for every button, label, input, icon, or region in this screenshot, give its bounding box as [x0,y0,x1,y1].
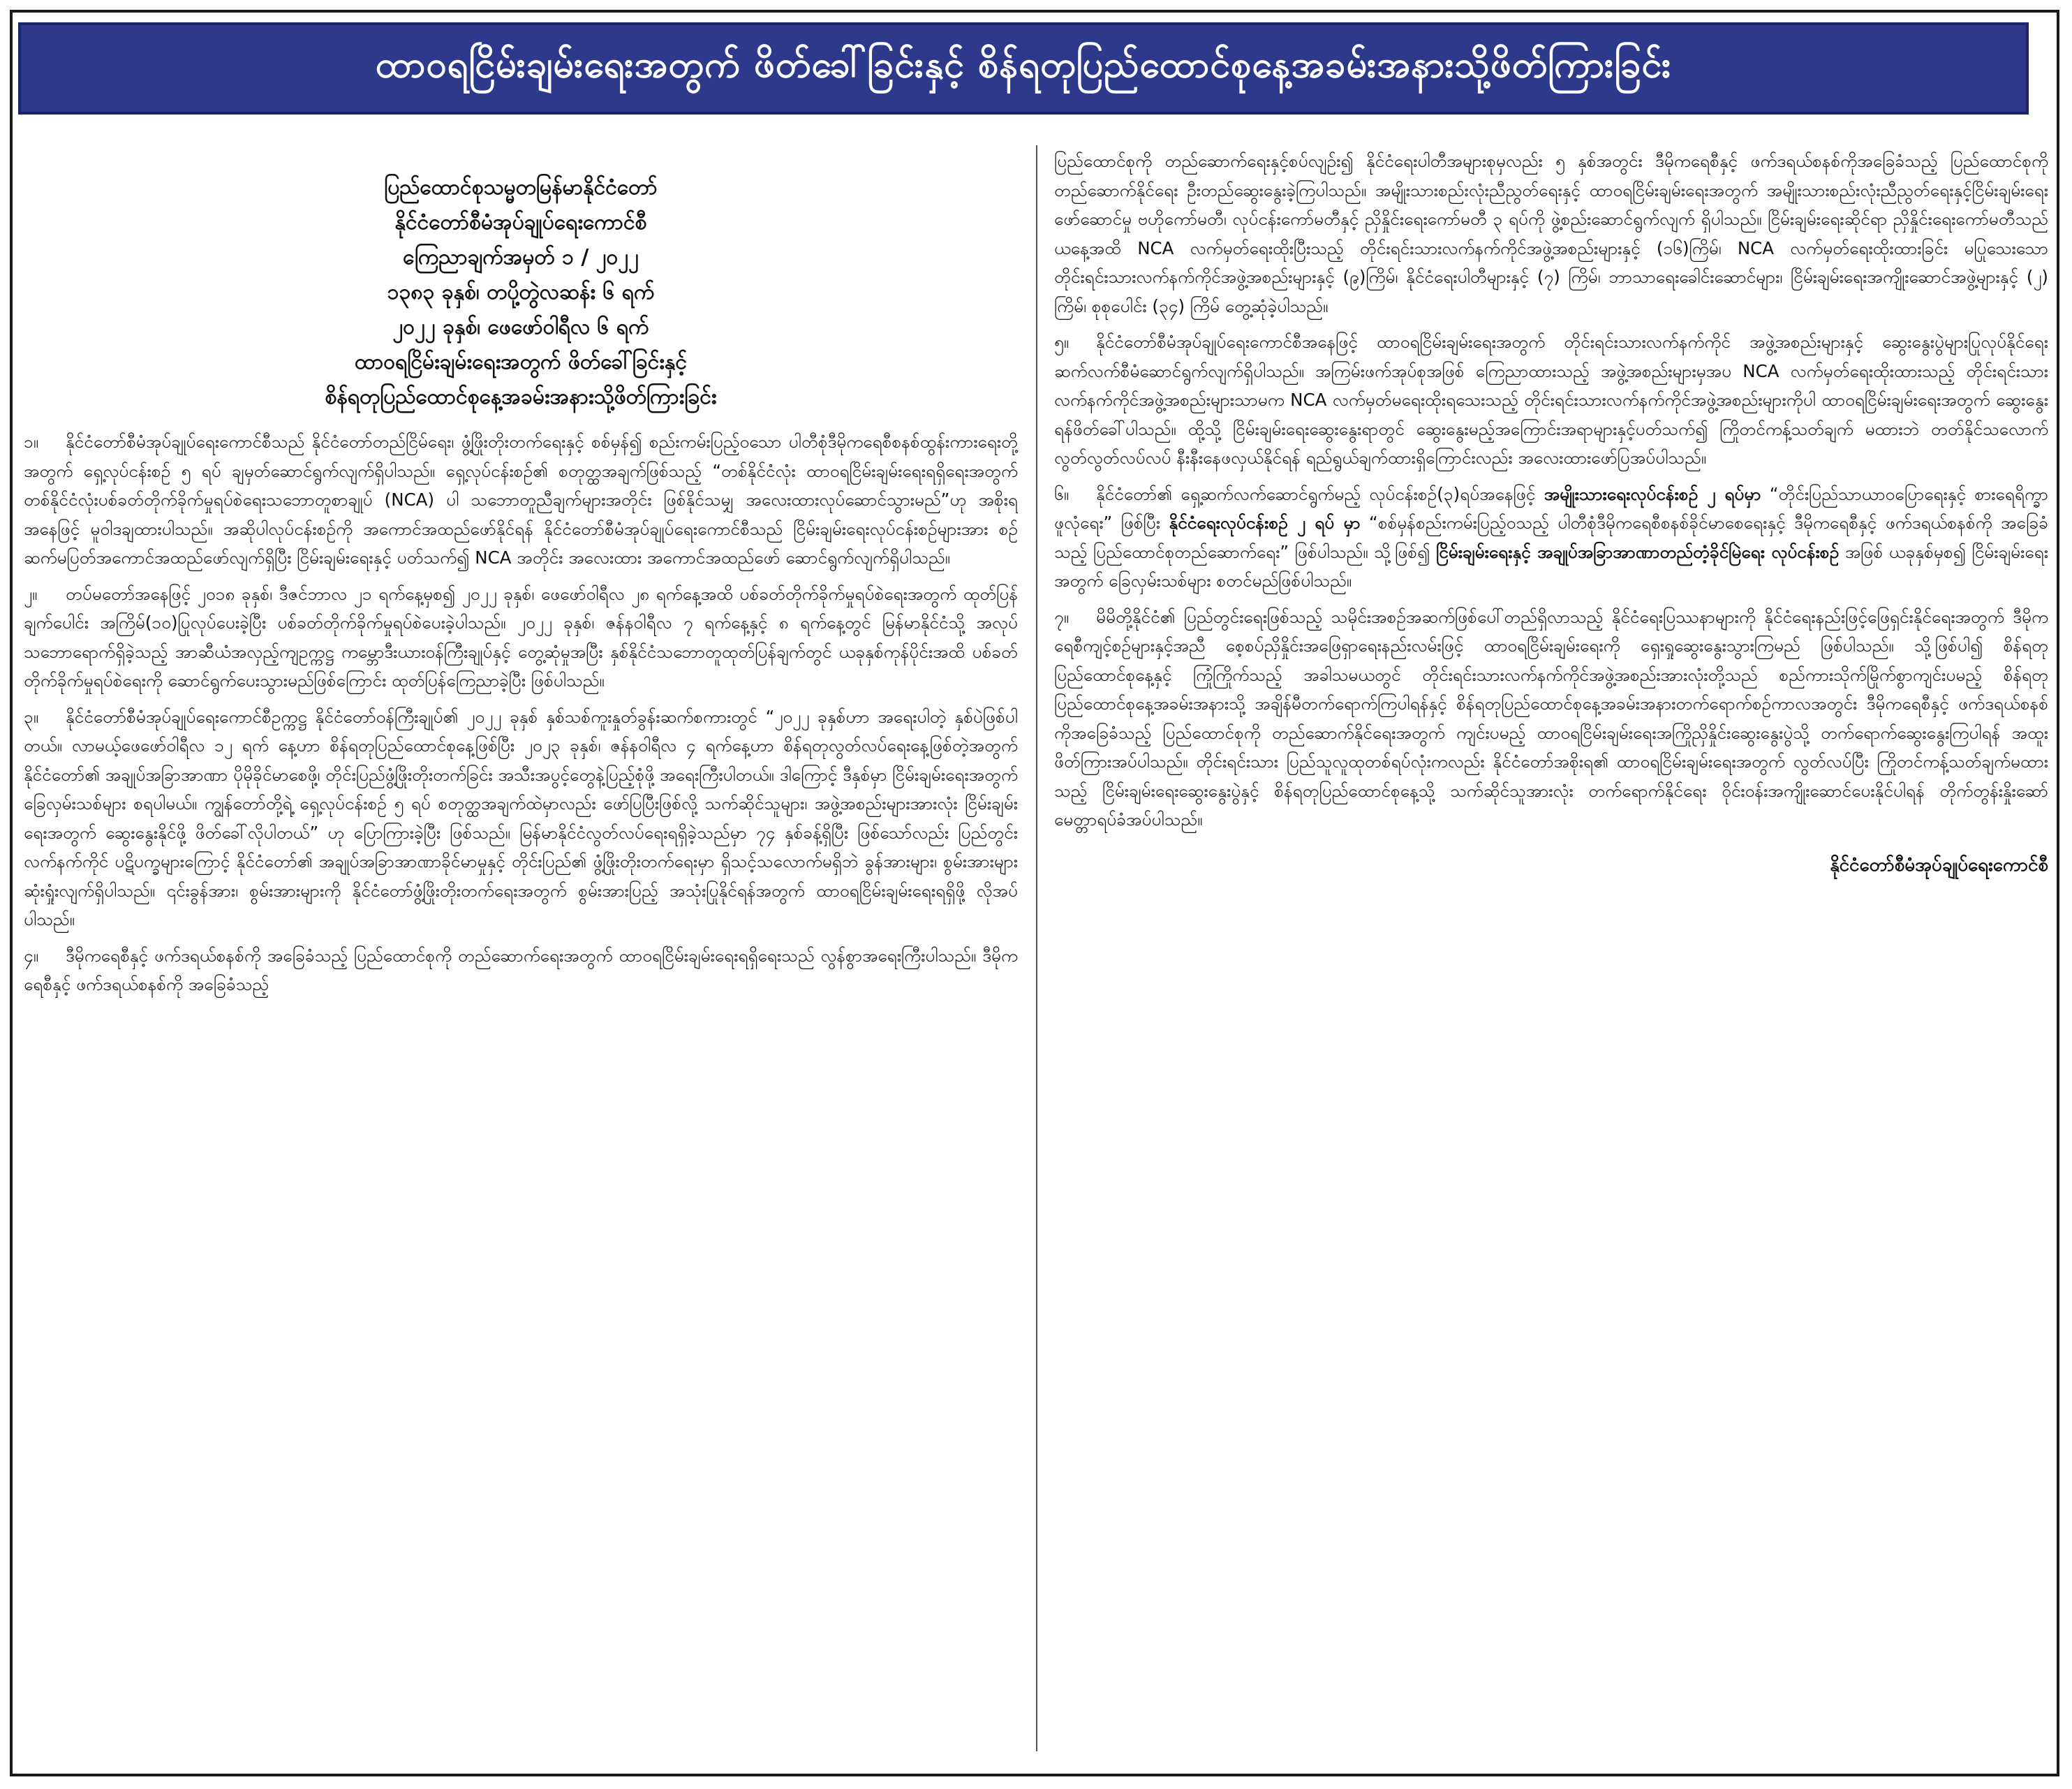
paragraph-number: ၁။ [24,432,39,452]
paragraph-text: တပ်မတော်အနေဖြင့် ၂၀၁၈ ခုနှစ်၊ ဒီဇင်ဘာလ ၂၁ ရက်နေ့မှစ၍ ၂၀၂၂ ခုနှစ်၊ ဖေဖော်ဝါရီလ ၂၈ ရက်နေ့အထိ ပစ်ခတ်တိုက်ခိုက်မှုရပ်စဲရေးအတွက် ထုတ်ပြန်ချက်ပေါင်း အကြိမ်(၁၀)ပြုလုပ်ပေးခဲ့ပြီး ပစ်ခတ်တိုက်ခိုက်မှုရပ်စဲပေးခဲ့ပါသည်။ ၂၀၂၂ ခုနှစ်၊ ဇန်နဝါရီလ ၇ ရက်နေ့နှင့် ၈ ရက်နေ့တွင် မြန်မာနိုင်ငံသို့ အလုပ်သဘောရောက်ရှိခဲ့သည့် အာဆီယံအလှည့်ကျဥက္ကဋ္ဌ ကမ္ဘောဒီးယားဝန်ကြီးချုပ်နှင့် တွေ့ဆုံမှုအပြီး နှစ်နိုင်ငံသဘောတူထုတ်ပြန်ချက်တွင် ယခုနှစ်ကုန်ပိုင်းအထိ ပစ်ခတ်တိုက်ခိုက်မှုရပ်စဲရေးကို ဆောင်ရွက်ပေးသွားမည်ဖြစ်ကြောင်း ထုတ်ပြန်ကြေညာခဲ့ပြီး ဖြစ်ပါသည်။ [24,583,1018,691]
paragraph-number: ၂။ [24,583,38,604]
left-column [24,147,1018,1753]
paragraph-text: နိုင်ငံတော်စီမံအုပ်ချုပ်ရေးကောင်စီအနေဖြင့် ထာဝရငြိမ်းချမ်းရေးအတွက် တိုင်းရင်းသားလက်နက်ကိုင် အဖွဲ့အစည်းများနှင့် ဆွေးနွေးပွဲများပြုလုပ်နိုင်ရေး ဆက်လက်စီမံဆောင်ရွက်လျက်ရှိပါသည်။ အကြမ်းဖက်အုပ်စုအဖြစ် ကြေညာထားသည့် အဖွဲ့အစည်းများမှအပ NCA လက်မှတ်ရေးထိုးထားသည့် တိုင်းရင်းသား လက်နက်ကိုင်အဖွဲ့အစည်းများသာမက NCA လက်မှတ်မရေးထိုးရသေးသည့် တိုင်းရင်းသားလက်နက်ကိုင်အဖွဲ့အစည်းများကိုပါ ထာဝရငြိမ်းချမ်းရေးအတွက် ဆွေးနွေးရန်ဖိတ်ခေါ်ပါသည်။ ထို့သို့ ငြိမ်းချမ်းရေးဆွေးနွေးရာတွင် ဆွေးနွေးမည့်အကြောင်းအရာများနှင့်ပတ်သက်၍ ကြိုတင်ကန့်သတ်ချက် မထားဘဲ တတ်နိုင်သလောက် လွတ်လွတ်လပ်လပ် နီးနီးနေဖလှယ်နိုင်ရန် ရည်ရွယ်ချက်ထားရှိကြောင်းလည်း အလေးထားဖော်ပြအပ်ပါသည်။ [1054,332,2048,468]
paragraph-text-pre: နိုင်ငံတော်၏ ရှေ့ဆက်လက်ဆောင်ရွက်မည့် လုပ်ငန်းစဉ်(၃)ရပ်အနေဖြင့် [1096,483,1544,504]
paragraph-text: ဒီမိုကရေစီနှင့် ဖက်ဒရယ်စနစ်ကို အခြေခံသည့် ပြည်ထောင်စုကို တည်ဆောက်ရေးအတွက် ထာဝရငြိမ်းချမ်းရေးရရှိရေးသည် လွန်စွာအရေးကြီးပါသည်။ ဒီမိုကရေစီနှင့် ဖက်ဒရယ်စနစ်ကို အခြေခံသည့် [24,945,1018,994]
announcement-header [24,170,1018,415]
right-column [1054,147,2048,1753]
paragraph-number: ၄။ [24,945,39,966]
paragraph-5 [1054,327,2048,473]
paragraph-number: ၇။ [1054,606,1070,627]
header-subject-line1: ထာဝရငြိမ်းချမ်းရေးအတွက် ဖိတ်ခေါ်ခြင်းနှင့် [354,350,688,374]
paragraph-1 [24,427,1018,573]
paragraph-4-continuation: ပြည်ထောင်စုကို တည်ဆောက်ရေးနှင့်စပ်လျဉ်း၍ နိုင်ငံရေးပါတီအများစုမှလည်း ၅ နှစ်အတွင်း ဒီမိုကရေစီနှင့် ဖက်ဒရယ်စနစ်ကိုအခြေခံသည့် ပြည်ထောင်စုကို တည်ဆောက်နိုင်ရေး ဦးတည်ဆွေးနွေးခဲ့ကြပါသည်။ အမျိုးသားစည်းလုံးညီညွတ်ရေးနှင့် ထာဝရငြိမ်းချမ်းရေးအတွက် အမျိုးသားစည်းလုံးညီညွတ်ရေးနှင့်ငြိမ်းချမ်းရေးဖော်ဆောင်မှု ဗဟိုကော်မတီ၊ လုပ်ငန်းကော်မတီနှင့် ညှိနှိုင်းရေးကော်မတီ ၃ ရပ်ကို ဖွဲ့စည်းဆောင်ရွက်လျက် ရှိပါသည်။ ငြိမ်းချမ်းရေးဆိုင်ရာ ညှိနှိုင်းရေးကော်မတီသည် ယနေ့အထိ NCA လက်မှတ်ရေးထိုးပြီးသည့် တိုင်းရင်းသားလက်နက်ကိုင်အဖွဲ့အစည်းများနှင့် (၁၆)ကြိမ်၊ NCA လက်မှတ်ရေးထိုးထားခြင်း မပြုသေးသော တိုင်းရင်းသားလက်နက်ကိုင်အဖွဲ့အစည်းများနှင့် (၉)ကြိမ်၊ နိုင်ငံရေးပါတီများနှင့် (၇) ကြိမ်၊ ဘာသာရေးခေါင်းဆောင်များ၊ ငြိမ်းချမ်းရေးအကျိုးဆောင်အဖွဲ့များနှင့် (၂) ကြိမ်၊ စုစုပေါင်း (၃၄) ကြိမ် တွေ့ဆုံခဲ့ပါသည်။ [1054,151,2048,316]
signature: နိုင်ငံတော်စီမံအုပ်ချုပ်ရေးကောင်စီ [1830,854,2048,876]
emphasis-national-process: အမျိုးသားရေးလုပ်ငန်းစဉ် ၂ ရပ်မှာ [1544,483,1761,504]
header-myanmar-date: ၁၃၈၃ ခုနှစ်၊ တပို့တွဲလဆန်း ၆ ရက် [387,280,655,304]
paragraph-text: နိုင်ငံတော်စီမံအုပ်ချုပ်ရေးကောင်စီဥက္ကဋ္ဌ နိုင်ငံတော်ဝန်ကြီးချုပ်၏ ၂၀၂၂ ခုနှစ် နှစ်သစ်ကူးနှုတ်ခွန်းဆက်စကားတွင် “၂၀၂၂ ခုနှစ်ဟာ အရေးပါတဲ့ နှစ်ပဲဖြစ်ပါတယ်။ လာမယ့်ဖေဖော်ဝါရီလ ၁၂ ရက် နေ့ဟာ စိန်ရတုပြည်ထောင်စုနေ့ဖြစ်ပြီး ၂၀၂၃ ခုနှစ်၊ ဇန်နဝါရီလ ၄ ရက်နေ့ဟာ စိန်ရတုလွတ်လပ်ရေးနေ့ဖြစ်တဲ့အတွက် နိုင်ငံတော်၏ အချုပ်အခြာအာဏာ ပိုမိုခိုင်မာစေဖို့၊ တိုင်းပြည်ဖွံ့ဖြိုးတိုးတက်ခြင်း အသီးအပွင့်တွေနဲ့ပြည့်စုံဖို့ အရေးကြီးပါတယ်။ ဒါကြောင့် ဒီနှစ်မှာ ငြိမ်းချမ်းရေးအတွက် ခြေလှမ်းသစ်များ စရပါမယ်။ ကျွန်တော်တို့ရဲ့ ရှေ့လုပ်ငန်းစဉ် ၅ ရပ် စတုတ္ထအချက်ထဲမှာလည်း ဖော်ပြပြီးဖြစ်လို့ သက်ဆိုင်သူများ၊ အဖွဲ့အစည်းများအားလုံး ငြိမ်းချမ်းရေးအတွက် ဆွေးနွေးနိုင်ဖို့ ဖိတ်ခေါ်လိုပါတယ်” ဟု ပြောကြားခဲ့ပြီး ဖြစ်သည်။ မြန်မာနိုင်ငံလွတ်လပ်ရေးရရှိခဲ့သည်မှာ ၇၄ နှစ်ခန့်ရှိပြီး ဖြစ်သော်လည်း ပြည်တွင်းလက်နက်ကိုင် ပဋိပက္ခများကြောင့် နိုင်ငံတော်၏ အချုပ်အခြာအာဏာခိုင်မာမှုနှင့် တိုင်းပြည်၏ ဖွံ့ဖြိုးတိုးတက်ရေးမှာ ရှိသင့်သလောက်မရှိဘဲ ခွန်အားများ၊ စွမ်းအားများ ဆုံးရှုံးလျက်ရှိပါသည်။ ၎င်းခွန်အား၊ စွမ်းအားများကို နိုင်ငံတော်ဖွံ့ဖြိုးတိုးတက်ရေးအတွက် စွမ်းအားပြည့် အသုံးပြုနိုင်ရန်အတွက် ထာဝရငြိမ်းချမ်းရေးရရှိဖို့ လိုအပ်ပါသည်။ [24,706,1018,929]
header-gregorian-date: ၂၀၂၂ ခုနှစ်၊ ဖေဖော်ဝါရီလ ၆ ရက် [392,315,649,339]
header-country: ပြည်ထောင်စုသမ္မတမြန်မာနိုင်ငံတော် [384,175,658,200]
paragraph-4 [24,941,1018,999]
header-subject-line2: စိန်ရတုပြည်ထောင်စုနေ့အခမ်းအနားသို့ဖိတ်ကြားခြင်း [325,385,717,409]
emphasis-political-process: နိုင်ငံရေးလုပ်ငန်းစဉ် ၂ ရပ် မှာ [1169,513,1361,533]
paragraph-text-mid1: “တိုင်းပြည်သာယာဝပြောရေးနှင့် စားရေရိက္ခာဖူလုံရေး” ဖြစ်ပြီး [1054,483,2048,533]
paragraph-number: ၆။ [1054,483,1070,504]
paragraph-text: နိုင်ငံတော်စီမံအုပ်ချုပ်ရေးကောင်စီသည် နိုင်ငံတော်တည်ငြိမ်ရေး၊ ဖွံ့ဖြိုးတိုးတက်ရေးနှင့် စစ်မှန်၍ စည်းကမ်းပြည့်ဝသော ပါတီစုံဒီမိုကရေစီစနစ်ထွန်းကားရေးတို့အတွက် ရှေ့လုပ်ငန်းစဉ် ၅ ရပ် ချမှတ်ဆောင်ရွက်လျက်ရှိပါသည်။ ရှေ့လုပ်ငန်းစဉ်၏ စတုတ္ထအချက်ဖြစ်သည့် “တစ်နိုင်ငံလုံး ထာဝရငြိမ်းချမ်းရေးရရှိရေးအတွက် တစ်နိုင်ငံလုံးပစ်ခတ်တိုက်ခိုက်မှုရပ်စဲရေးသဘောတူစာချုပ် (NCA) ပါ သဘောတူညီချက်များအတိုင်း ဖြစ်နိုင်သမျှ အလေးထားလုပ်ဆောင်သွားမည်”ဟု အစိုးရအနေဖြင့် မူဝါဒချထားပါသည်။ အဆိုပါလုပ်ငန်းစဉ်ကို အကောင်အထည်ဖော်နိုင်ရန် နိုင်ငံတော်စီမံအုပ်ချုပ်ရေးကောင်စီသည် ငြိမ်းချမ်းရေးလုပ်ငန်းစဉ်များအား စဉ်ဆက်မပြတ်အကောင်အထည်ဖော်လျက်ရှိပြီး ငြိမ်းချမ်းရေးနှင့် ပတ်သက်၍ NCA အတိုင်း အလေးထား အကောင်အထည်ဖော် ဆောင်ရွက်လျက်ရှိပါသည်။ [24,432,1018,568]
paragraph-3 [24,702,1018,934]
paragraph-text-mid2: “စစ်မှန်စည်းကမ်းပြည့်ဝသည့် ပါတီစုံဒီမိုကရေစီစနစ်ခိုင်မာစေရေးနှင့် ဒီမိုကရေစီနှင့် ဖက်ဒရယ်စနစ်ကို အခြေခံသည့် ပြည်ထောင်စုတည်ဆောက်ရေး” ဖြစ်ပါသည်။ သို့ဖြစ်၍ [1054,513,2048,562]
paragraph-text: မိမိတို့နိုင်ငံ၏ ပြည်တွင်းရေးဖြစ်သည့် သမိုင်းအစဉ်အဆက်ဖြစ်ပေါ်တည်ရှိလာသည့် နိုင်ငံရေးပြဿနာများကို နိုင်ငံရေးနည်းဖြင့်ဖြေရှင်းနိုင်ရေးအတွက် ဒီမိုကရေစီကျင့်စဉ်များနှင့်အညီ စေ့စပ်ညှိနှိုင်းအဖြေရှာရေးနည်းလမ်းဖြင့် ထာဝရငြိမ်းချမ်းရေးကို ရှေးရှုဆွေးနွေးသွားကြမည် ဖြစ်ပါသည်။ သို့ဖြစ်ပါ၍ စိန်ရတုပြည်ထောင်စုနေ့နှင့် ကြုံကြိုက်သည့် အခါသမယတွင် တိုင်းရင်းသားလက်နက်ကိုင်အဖွဲ့အစည်းအားလုံးတို့သည် စည်ကားသိုက်မြိုက်စွာကျင်းပမည့် စိန်ရတုပြည်ထောင်စုနေ့အခမ်းအနားသို့ အချိန်မီတက်ရောက်ကြပါရန်နှင့် စိန်ရတုပြည်ထောင်စုနေ့အခမ်းအနားတက်ရောက်စဉ်ကာလအတွင်း ဒီမိုကရေစီနှင့် ဖက်ဒရယ်စနစ်ကိုအခြေခံသည့် ပြည်ထောင်စုကို တည်ဆောက်နိုင်ရေးအတွက် ကျင်းပမည့် ထာဝရငြိမ်းချမ်းရေးအကြိုညှိနှိုင်းဆွေးနွေးပွဲသို့ တက်ရောက်ဆွေးနွေးကြပါရန် အထူးဖိတ်ကြားအပ်ပါသည်။ တိုင်းရင်းသား ပြည်သူလူထုတစ်ရပ်လုံးကလည်း နိုင်ငံတော်အစိုးရ၏ ထာဝရငြိမ်းချမ်းရေးအတွက် လွတ်လပ်ပြီး ကြိုတင်ကန့်သတ်ချက်မထားသည့် ငြိမ်းချမ်းရေးဆွေးနွေးပွဲနှင့် စိန်ရတုပြည်ထောင်စုနေ့သို့ သက်ဆိုင်သူအားလုံး တက်ရောက်နိုင်ရေး ဝိုင်းဝန်းအကျိုးဆောင်ပေးနိုင်ပါရန် တိုက်တွန်းနှိုးဆော် မေတ္တာရပ်ခံအပ်ပါသည်။ [1054,606,2048,830]
paragraph-text-post: အဖြစ် ယခုနှစ်မှစ၍ ငြိမ်းချမ်းရေးအတွက် ခြေလှမ်းသစ်များ စတင်မည်ဖြစ်ပါသည်။ [1054,541,2048,591]
paragraph-2 [24,580,1018,695]
paragraph-number: ၅။ [1054,332,1070,352]
title-banner [18,22,2029,115]
paragraph-7 [1054,603,2048,834]
paragraph-6 [1054,480,2048,596]
header-council: နိုင်ငံတော်စီမံအုပ်ချုပ်ရေးကောင်စီ [394,210,647,235]
emphasis-peace-sovereignty-process: ငြိမ်းချမ်းရေးနှင့် အချုပ်အခြာအာဏာတည်တံ့ခိုင်မြဲရေး လုပ်ငန်းစဉ် [1436,541,1840,562]
column-divider [1036,145,1037,1751]
paragraph-number: ၃။ [24,706,39,727]
banner-title: ထာဝရငြိမ်းချမ်းရေးအတွက် ဖိတ်ခေါ်ခြင်းနှင့် စိန်ရတုပြည်ထောင်စုနေ့အခမ်းအနားသို့ဖိတ်ကြားခြင်း [375,44,1672,86]
header-announcement-number: ကြေညာချက်အမှတ် ၁ / ၂၀၂၂ [403,245,639,270]
